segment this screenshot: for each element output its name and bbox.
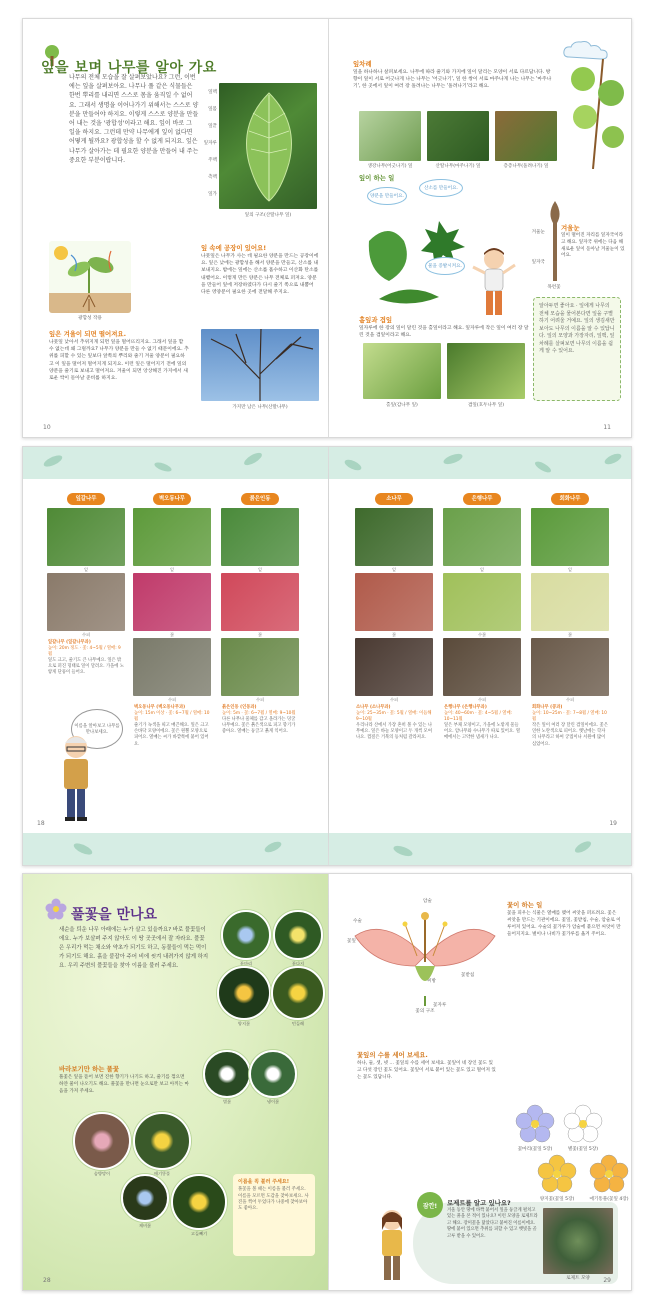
tree-photo	[133, 638, 211, 696]
tree-description: 다른 나무나 물체를 감고 올라가는 덩굴나무예요. 꽃은 붉은색으로 피고 향기가 좋아요. 열매는 둥글고 붉게 익어요.	[222, 717, 296, 735]
wildflower-caption: 애기똥풀	[153, 1171, 171, 1176]
tree-info-text	[131, 703, 213, 748]
petal-caption: 애기똥풀(꽃잎 4장)	[589, 1197, 629, 1202]
page-gutter	[328, 19, 329, 437]
leaf-part-label: 잎맥	[208, 90, 217, 95]
flower-part-label: 꽃받침	[461, 973, 475, 978]
leaf-function-bubble: 산소를 만들어요.	[419, 179, 463, 197]
wildflower-caption: 냉이꽃	[266, 1099, 280, 1104]
tree-photo-caption: 꽃	[169, 632, 175, 637]
speech-bubble: 이름을 알아보고 나무를 만나보세요.	[71, 709, 123, 749]
section-text: 나뭇잎 낮아서 추위지게 되면 잎을 떨어뜨리지요. 그래서 잎을 할 수 없는데 왜 그럴까요? 나무가 양분을 만들 수 없기 때문이에요. 추위를 피할 수 있는 잎보다 앞쪽의 뿌리와 줄기 겨울 양분이 필요하고 이 잎을 떨어져 떨어지게 되지요. 이런 잎은 떨어지기 전에 잎의 양분을 줄기로 보내고 떨어져요. 겨울이 되면 앙상해진 가지에서 새로운 싹이 돋아날 준비를 하지요.	[49, 340, 189, 382]
tree-photo	[47, 508, 125, 566]
wildflower-photo	[271, 966, 325, 1020]
tree-column	[45, 493, 127, 677]
wildflower-photo	[171, 1174, 227, 1230]
tree-name-tag: 붉은인동	[241, 493, 279, 505]
section-text: 잎자루에 한 장의 잎이 달린 것을 홑잎이라고 해요. 잎자루에 작은 잎이 여러 장 달린 것을 겹잎이라고 해요.	[359, 326, 529, 339]
section-text: 풀꽃은 잎을 뜯어 보면 진한 향기가 나기도 하고, 줄기를 꺾으면 하얀 물이 나오기도 해요. 풀꽃을 만나면 눈으로만 보고 아끼는 마음을 가져 주세요.	[59, 1075, 189, 1094]
opposite-leaf-photo	[427, 111, 489, 161]
flower-part-label: 씨방	[427, 979, 436, 984]
bare-branches-icon	[201, 329, 319, 401]
tree-photo	[47, 573, 125, 631]
tree-photo-caption: 수피	[477, 697, 487, 702]
leaf-arrangement-caption: 생강나무(어긋나기) 잎	[367, 164, 413, 169]
section-heading: 꽃잎의 수를 세어 보세요.	[357, 1051, 428, 1059]
compound-leaf-photo	[447, 343, 525, 399]
tree-photo	[531, 573, 609, 631]
rosette-photo	[543, 1208, 613, 1274]
tip-heading: 이름을 꼭 불러 주세요!	[238, 1179, 289, 1185]
tree-photo-caption: 꽃	[257, 632, 263, 637]
tree-name-tag: 소나무	[375, 493, 413, 505]
winter-bud-label: 겨울눈	[531, 230, 545, 235]
tree-photo	[221, 508, 299, 566]
page-number: 28	[43, 1277, 51, 1284]
petal-flower-icon	[563, 1104, 603, 1144]
tree-name-tag: 은행나무	[463, 493, 501, 505]
petal-caption: 별꽃(꽃잎 5장)	[567, 1147, 599, 1152]
intro-paragraph: 나무의 전체 모습을 잘 살펴보았나요? 그런, 이번에는 잎을 살펴보아요. 나무나 풀 같은 식물들은 한번 뿌리를 내리면 스스로 몸을 움직일 수 없어요. 그래서 생명을 이어나가기 위해서는 스스로 양분을 만들어야 하지요. 이렇게 스스로 양분을 만들어 내는 것을 '광합성'이라고 해요. 잎이 바로 그 일을 하지요. 그런데 만약 나무에게 잎이 없다면 어떻게 될까요? 광합성을 할 수 없게 되지요. 잎은 나무가 살아가는 데 필요한 양분을 만들어 내 주는 중요한 부분이랍니다.	[69, 74, 199, 164]
flower-part-label: 꽃잎	[347, 939, 356, 944]
page-number: 10	[43, 424, 51, 431]
leaf-icon	[219, 83, 317, 209]
girl-character-icon	[373, 1208, 411, 1286]
tree-spec: 높이: 40~60m · 꽃: 4~5월 / 열매: 10~11월	[444, 711, 513, 723]
diagram-caption: 광합성 작용	[78, 316, 102, 321]
petal-flower-icon	[589, 1154, 629, 1194]
tree-photo-caption: 수피	[389, 697, 399, 702]
simple-leaf-caption: 홑잎(감나무 잎)	[386, 403, 418, 408]
tree-photo-caption: 잎	[567, 567, 573, 572]
bottom-leaf-band	[23, 833, 631, 865]
tree-photo-caption: 꽃	[391, 632, 397, 637]
section-text: 하나, 둘, 셋, 넷 … 꽃잎의 수를 세어 보세요. 꽃잎이 네 장인 꽃도 있고 다섯 장인 꽃도 있어요. 꽃잎이 서로 붙어 있는 꽃도 있고 떨어져 있는 꽃도 있답니다.	[357, 1061, 496, 1080]
wildflower-photo	[273, 910, 323, 960]
tree-latin-name: 회화나무 (콩과)	[532, 705, 563, 710]
leaf-structure-caption: 잎의 구조(산딸나무 잎)	[244, 213, 292, 218]
tree-info-text	[45, 638, 127, 677]
tree-info-text	[219, 703, 301, 735]
winter-bud-icon	[545, 201, 565, 281]
rosette-caption: 로제트 모양	[566, 1276, 590, 1281]
tree-info-text	[353, 703, 435, 742]
leaf-part-label: 잎몸	[208, 107, 217, 112]
tree-photo	[531, 508, 609, 566]
tree-spec: 높이: 25~35m · 꽃: 5월 / 열매: 이듬해 9~10월	[356, 711, 432, 723]
wildflower-caption: 민들레	[291, 1021, 305, 1026]
tree-latin-name: 벽오동나무 (벽오동나무과)	[134, 705, 186, 710]
tree-photo	[531, 638, 609, 696]
tree-photo	[355, 508, 433, 566]
tree-spec: 높이: 10~25m · 꽃: 7~8월 / 열매: 10월	[532, 711, 607, 723]
flower-part-label: 암술	[423, 899, 432, 904]
tip-note-box: 알아두면 좋아요 · 잎에게 나무의 전체 모습을 물어본다면 잎을 구별하기 어려울 거예요. 잎의 생김새만 보아도 나무의 이름을 알 수 있답니다. 잎의 모양과 가장자리, 잎맥, 잎차례를 살펴보면 나무의 이름을 쉽게 알 수 있어요.	[533, 297, 621, 401]
flower-part-label: 수술	[353, 919, 362, 924]
wildflower-photo	[133, 1112, 191, 1170]
wildflower-caption: 꽃마리	[239, 961, 253, 966]
section-text: 잎이 떨어진 자리를 잎자국이라고 해요. 잎자국 위에는 다음 해 새로운 잎이 돋아날 겨울눈이 있어요.	[561, 233, 625, 259]
bud-caption: 목련꽃	[547, 285, 561, 290]
petal-caption: 꽃마리(꽃잎 5장)	[517, 1147, 553, 1152]
tree-photo-caption: 수꽃	[477, 632, 487, 637]
tree-latin-name: 잎갈나무 (잎갈나무과)	[48, 640, 91, 645]
tree-photo	[355, 573, 433, 631]
wildflower-photo	[203, 1050, 251, 1098]
tree-photo-caption: 수피	[255, 697, 265, 702]
page-gutter	[328, 874, 329, 1290]
flower-structure-diagram	[345, 896, 505, 1006]
tree-photo-caption: 수피	[167, 697, 177, 702]
tree-photo-caption: 잎	[169, 567, 175, 572]
tree-info-text	[441, 703, 523, 742]
tip-text: 풀꽃을 볼 때는 이름을 불러 주세요. 이름을 모르면 도감을 찾아보세요. 사진을 찍어 두었다가 나중에 찾아보아도 좋아요.	[238, 1187, 309, 1212]
page-title: 풀꽃을 만나요	[71, 907, 158, 923]
tree-photo	[221, 573, 299, 631]
intro-paragraph: 새순을 틔운 나무 아래에는 누가 살고 있을까요? 바로 풀꽃들이에요. 누가 보살펴 주지 않아도 이 땅 곳곳에서 잘 자라요. 풀꽃은 우리가 먹는 채소와 약초가 되기도 하고, 동물들이 먹는 먹이가 되기도 해요. 흙을 붙잡아 주어 비에 씻겨 내려가지 않게 하지요. 우리 주변의 풀꽃들을 찾아 이름을 불러 주세요.	[59, 927, 209, 969]
tree-photo	[355, 638, 433, 696]
tree-column	[441, 493, 523, 742]
photosynthesis-diagram	[49, 241, 131, 313]
tree-description: 잎도 크고, 줄기도 큰 나무예요. 잎은 밖으로 퍼진 형태로 잎이 달려요. 가을에 노랗게 단풍이 들어요.	[48, 658, 124, 676]
tree-spec: 높이: 5m · 꽃: 6~7월 / 열매: 9~10월	[222, 711, 296, 717]
section-heading: 홑잎과 겹잎	[359, 316, 393, 324]
page-number: 19	[609, 820, 617, 827]
tree-photo	[133, 573, 211, 631]
tree-photo-caption: 잎	[479, 567, 485, 572]
top-leaf-band	[23, 447, 631, 479]
tree-description: 작은 잎이 여러 장 달린 겹잎이에요. 꽃은 연한 노란색으로 피어요. 옛날에는 학자의 나무라고 하여 궁궐이나 서원에 많이 심었어요.	[532, 723, 608, 747]
whorled-leaf-photo	[495, 111, 557, 161]
flower-structure-caption: 꽃의 구조	[415, 1009, 435, 1014]
leaf-part-label: 잎자루	[203, 141, 217, 146]
tree-photo-caption: 수피	[81, 632, 91, 637]
tree-column	[131, 493, 213, 748]
compound-leaf-caption: 겹잎(호두나무 잎)	[467, 403, 505, 408]
leaf-function-bubble: 물을 증발시켜요.	[425, 257, 465, 275]
tree-description: 잎은 부채 모양이고, 가을에 노랗게 물들어요. 암나무와 수나무가 따로 있어요. 열매에서는 고약한 냄새가 나요.	[444, 723, 520, 741]
tree-latin-name: 소나무 (소나무과)	[356, 705, 391, 710]
leaf-arrangement-caption: 산딸나무(마주나기) 잎	[435, 164, 481, 169]
section-heading: 겨울눈	[561, 224, 580, 232]
tree-name-tag: 벽오동나무	[153, 493, 191, 505]
section-heading: 바라보기만 하는 풀꽃	[59, 1065, 120, 1073]
tree-photo	[443, 573, 521, 631]
petal-caption: 양지꽃(꽃잎 5장)	[539, 1197, 575, 1202]
old-man-character-icon	[53, 733, 99, 823]
winter-tree-photo	[201, 329, 319, 401]
page-gutter	[328, 447, 329, 865]
wildflower-photo	[221, 910, 271, 960]
child-character-icon	[471, 247, 517, 321]
tree-column	[219, 493, 301, 735]
section-text: 나뭇잎은 나무가 사는 데 필요한 양분을 만드는 공장이에요. 잎은 낮에는 광합성을 해서 양분을 만들고, 산소를 내보내지요. 밤에는 잎에는 산소를 흡수하고 이산화 탄소를 내뱉어요. 이렇게 만든 양분은 나무 전체로 퍼져요. 양분을 만들어 잎에 저장하였다가 다시 줄기 쪽으로 내뿜어 다른 영양분이 필요한 곳에 전달해 주지요.	[201, 254, 319, 296]
tree-photo-caption: 잎	[391, 567, 397, 572]
leaf-part-label: 측맥	[208, 175, 217, 180]
tree-description: 줄기가 녹색을 띠고 매끈해요. 잎은 크고 손바닥 모양이에요. 꽃은 원뿔 모양으로 피어요. 열매는 씨가 바깥쪽에 붙어 있어요.	[134, 723, 209, 747]
tip-box	[233, 1174, 315, 1256]
quiz-badge: 잠깐!	[417, 1192, 443, 1218]
leaf-function-bubble: 양분을 만들어요.	[367, 187, 407, 205]
flower-icon	[45, 898, 67, 920]
page-number: 18	[37, 820, 45, 827]
tree-info-text	[529, 703, 611, 748]
tree-column	[353, 493, 435, 742]
tree-photo	[443, 638, 521, 696]
winter-tree-caption: 가지만 남은 나무(산딸나무)	[232, 405, 288, 410]
spread-leaf-pages	[22, 18, 632, 438]
leaf-structure-photo	[219, 83, 317, 209]
leaf-part-label: 잎가	[208, 192, 217, 197]
tree-photo	[133, 508, 211, 566]
petal-flower-icon	[515, 1104, 555, 1144]
tree-column	[529, 493, 611, 748]
tree-photo-caption: 꽃	[567, 632, 573, 637]
leaf-scar-label: 잎자국	[531, 260, 545, 265]
maple-branch-icon	[563, 59, 629, 169]
tree-photo-caption: 수피	[565, 697, 575, 702]
simple-leaf-photo	[363, 343, 441, 399]
section-text: 꽃을 피우는 식물은 열매를 맺어 씨앗을 퍼뜨려요. 꽃은 씨앗을 만드는 기관이에요. 꽃잎, 꽃받침, 수술, 암술로 이루어져 있어요. 수술의 꽃가루가 암술에 붙으면 씨앗이 만들어지지요. 벌이나 나비가 꽃가루를 옮겨 주어요.	[507, 911, 621, 937]
section-heading: 꽃이 하는 일	[507, 901, 543, 909]
flower-part-label: 꽃자루	[433, 1003, 447, 1008]
tree-latin-name: 은행나무 (은행나무과)	[444, 705, 487, 710]
tree-photo-caption: 잎	[83, 567, 89, 572]
wildflower-caption: 고들빼기	[190, 1231, 208, 1236]
tree-name-tag: 회화나무	[551, 493, 589, 505]
wildflower-caption: 제비꽃	[138, 1223, 152, 1228]
alternate-leaf-photo	[359, 111, 421, 161]
cloud-icon	[561, 39, 613, 61]
section-heading: 잎차례	[353, 60, 372, 68]
leaf-arrangement-caption: 층층나무(돌려나기) 잎	[503, 164, 549, 169]
spread-wildflower-pages	[22, 873, 632, 1291]
section-heading: 잎이 하는 일	[359, 174, 395, 182]
tree-photo	[443, 508, 521, 566]
wildflower-caption: 양지꽃	[237, 1021, 251, 1026]
spread-tree-catalog	[22, 446, 632, 866]
tree-name-tag: 잎갈나무	[67, 493, 105, 505]
wildflower-photo	[217, 966, 271, 1020]
wildflower-caption: 솜방망이	[93, 1171, 111, 1176]
page-number: 29	[603, 1277, 611, 1284]
leaf-part-label: 잎끝	[208, 124, 217, 129]
section-heading: 잎은 겨울이 되면 떨어져요.	[49, 330, 127, 338]
leaf-part-label: 주맥	[208, 158, 217, 163]
page-title: 잎을 보며 나무를 알아 가요	[41, 60, 217, 76]
section-text: 잎을 하나하나 살펴보세요. 나무에 따라 줄기와 가지에 잎이 달리는 모양이 서로 다르답니다. 방향이 잎이 서로 어긋나게 나는 나무는 '어긋나기', 잎 한 쌍이 서로 마주나게 나는 나무는 '마주나기', 한 곳에서 잎이 여러 장 돌려나는 나무는 '돌려나기'라고 해요.	[353, 70, 552, 90]
quiz-title: 로제트를 알고 있나요?	[447, 1199, 511, 1207]
tree-description: 우리나라 산에서 가장 흔히 볼 수 있는 나무예요. 잎은 바늘 모양이고 두 개씩 모여 나요. 껍질은 거북의 등처럼 갈라져요.	[356, 723, 432, 741]
tree-latin-name: 붉은인동 (인동과)	[222, 705, 257, 710]
petal-flower-icon	[537, 1154, 577, 1194]
wildflower-caption: 꽃다지	[291, 961, 305, 966]
tree-spec: 높이: 20m 정도 · 꽃: 4~5월 / 열매: 9월	[48, 646, 121, 658]
page-number: 11	[603, 424, 611, 431]
tree-photo-caption: 잎	[257, 567, 263, 572]
tree-photo	[221, 638, 299, 696]
wildflower-photo	[73, 1112, 131, 1170]
wildflower-photo	[121, 1174, 169, 1222]
wildflower-photo	[249, 1050, 297, 1098]
wildflower-caption: 별꽃	[222, 1099, 232, 1104]
section-heading: 잎 속에 공장이 있어요!	[201, 244, 267, 252]
tree-spec: 높이: 15m 이상 · 꽃: 6~7월 / 열매: 10월	[134, 711, 210, 723]
quiz-text: 겨울 동안 땅에 바짝 붙어서 잎을 둥글게 펼치고 있는 풀을 본 적이 있나요? 이런 모양을 로제트라고 해요. 장미꽃을 닮았다고 붙여진 이름이에요. 땅에 붙어 있으면 추위를 피할 수 있고 햇빛을 골고루 받을 수 있어요.	[447, 1208, 538, 1239]
